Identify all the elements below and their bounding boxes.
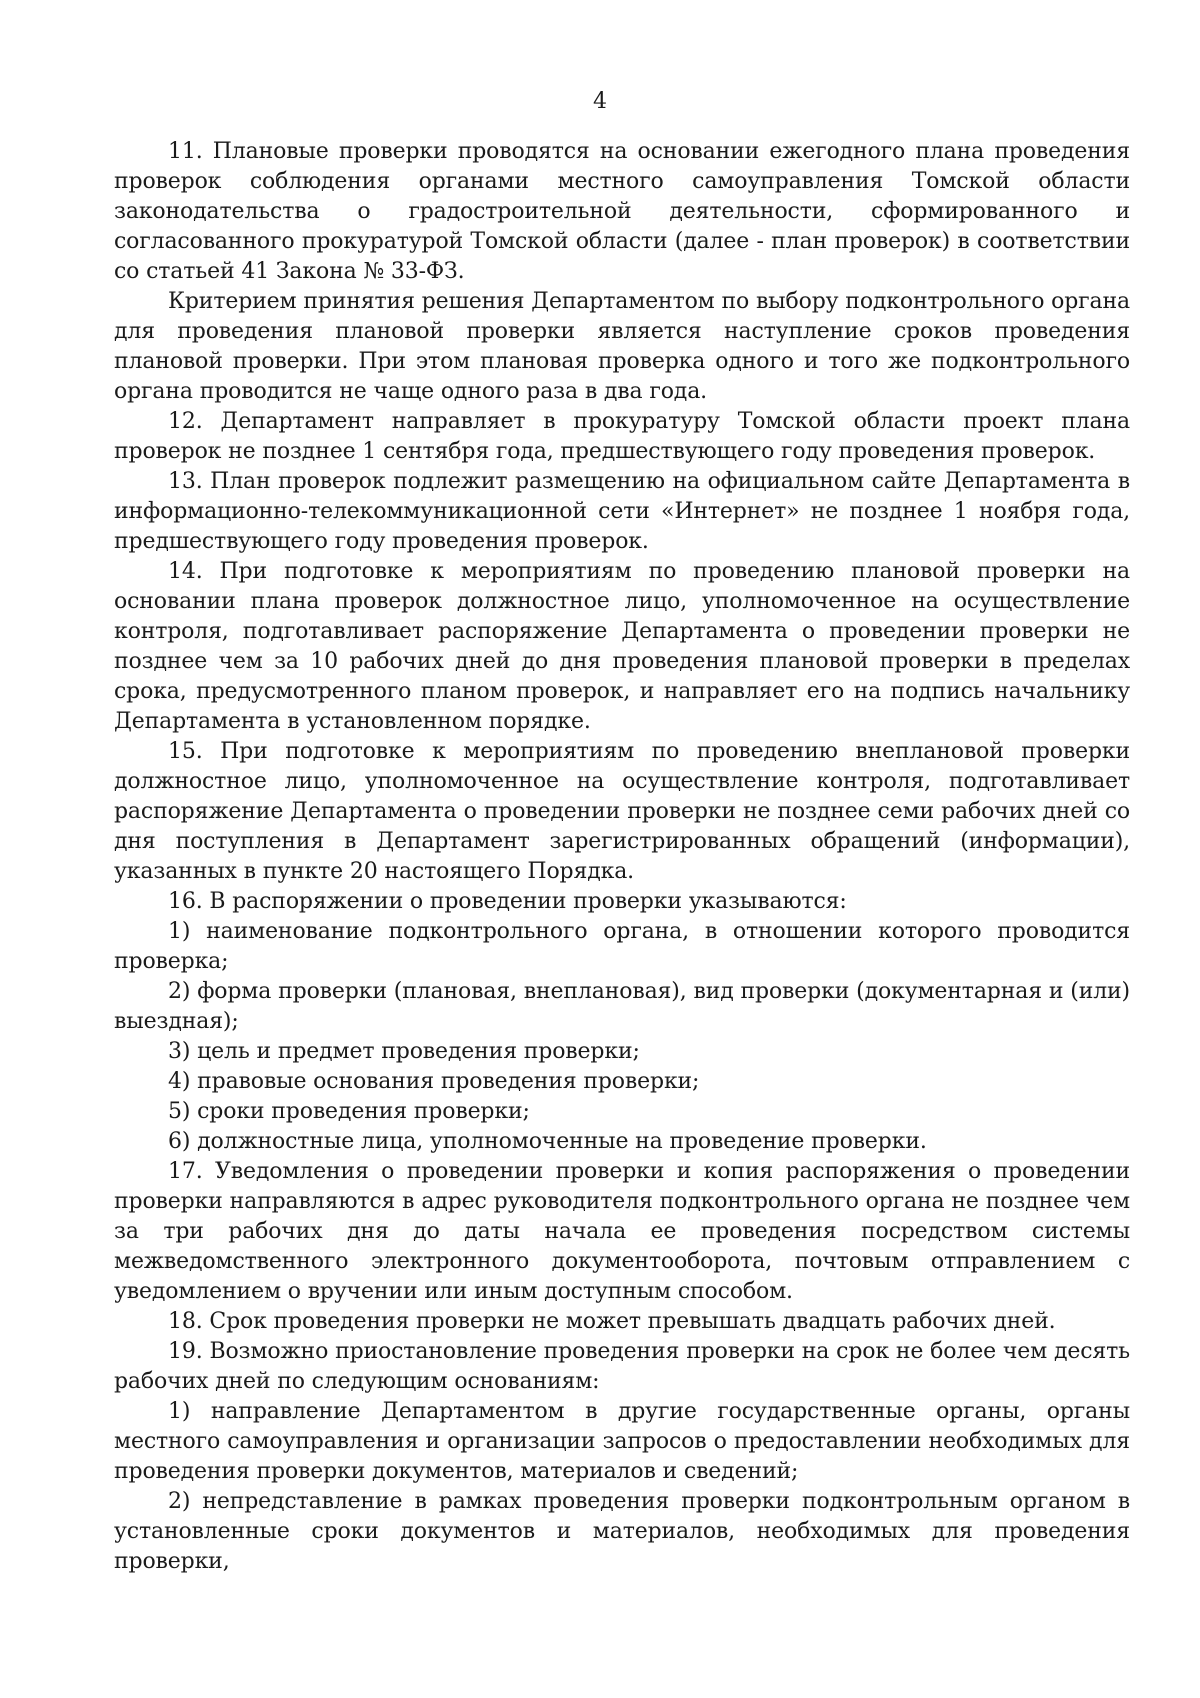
page-number: 4 [593,89,607,114]
paragraph-15: 15. При подготовке к мероприятиям по проведению внеплановой проверки должностное лицо, уполномоченное на осуществление контроля, подготавливает распоряжение Департамента о проведении проверки не позднее семи рабочих дней со дня поступления в Департамент зарегистрированных обращений (информации), указанных в пункте 20 настоящего Порядка. [114,739,1130,884]
paragraph-14: 14. При подготовке к мероприятиям по проведению плановой проверки на основании плана проверок должностное лицо, уполномоченное на осуществление контроля, подготавливает распоряжение Департамента о проведении проверки не позднее чем за 10 рабочих дней до дня проведения плановой проверки в пределах срока, предусмотренного планом проверок, и направляет его на подпись начальнику Департамента в установленном порядке. [114,559,1130,734]
list-item-16-4: 4) правовые основания проведения проверки; [168,1069,700,1094]
paragraph-11: 11. Плановые проверки проводятся на основании ежегодного плана проведения проверок соблюдения органами местного самоуправления Томской области законодательства о градостроительной деятельности, сформированного и согласованного прокуратурой Томской области (далее - план проверок) в соответствии со статьей 41 Закона № 33-ФЗ. [114,139,1130,284]
list-item-16-2: 2) форма проверки (плановая, внеплановая), вид проверки (документарная и (или) выездная); [114,979,1130,1034]
list-item-16-1: 1) наименование подконтрольного органа, в отношении которого проводится проверка; [114,919,1130,974]
paragraph-criterion: Критерием принятия решения Департаментом по выбору подконтрольного органа для проведения плановой проверки является наступление сроков проведения плановой проверки. При этом плановая проверка одного и того же подконтрольного органа проводится не чаще одного раза в два года. [114,289,1130,404]
list-item-16-6: 6) должностные лица, уполномоченные на проведение проверки. [168,1129,927,1154]
list-item-16-3: 3) цель и предмет проведения проверки; [168,1039,640,1064]
paragraph-12: 12. Департамент направляет в прокуратуру Томской области проект плана проверок не позднее 1 сентября года, предшествующего году проведения проверок. [114,409,1130,464]
list-item-16-5: 5) сроки проведения проверки; [168,1099,530,1124]
paragraph-17: 17. Уведомления о проведении проверки и копия распоряжения о проведении проверки направляются в адрес руководителя подконтрольного органа не позднее чем за три рабочих дня до даты начала ее проведения посредством системы межведомственного электронного документооборота, почтовым отправлением с уведомлением о вручении или иным доступным способом. [114,1159,1130,1304]
paragraph-13: 13. План проверок подлежит размещению на официальном сайте Департамента в информационно-телекоммуникационной сети «Интернет» не позднее 1 ноября года, предшествующего году проведения проверок. [114,469,1130,554]
list-item-19-2: 2) непредставление в рамках проведения проверки подконтрольным органом в установленные сроки документов и материалов, необходимых для проведения проверки, [114,1489,1130,1574]
paragraph-16: 16. В распоряжении о проведении проверки указываются: [168,889,847,914]
list-item-19-1: 1) направление Департаментом в другие государственные органы, органы местного самоуправления и организации запросов о предоставлении необходимых для проведения проверки документов, материалов и сведений; [114,1399,1130,1484]
paragraph-19: 19. Возможно приостановление проведения проверки на срок не более чем десять рабочих дней по следующим основаниям: [114,1339,1130,1394]
paragraph-18: 18. Срок проведения проверки не может превышать двадцать рабочих дней. [168,1309,1056,1334]
document-body [114,137,1130,1577]
